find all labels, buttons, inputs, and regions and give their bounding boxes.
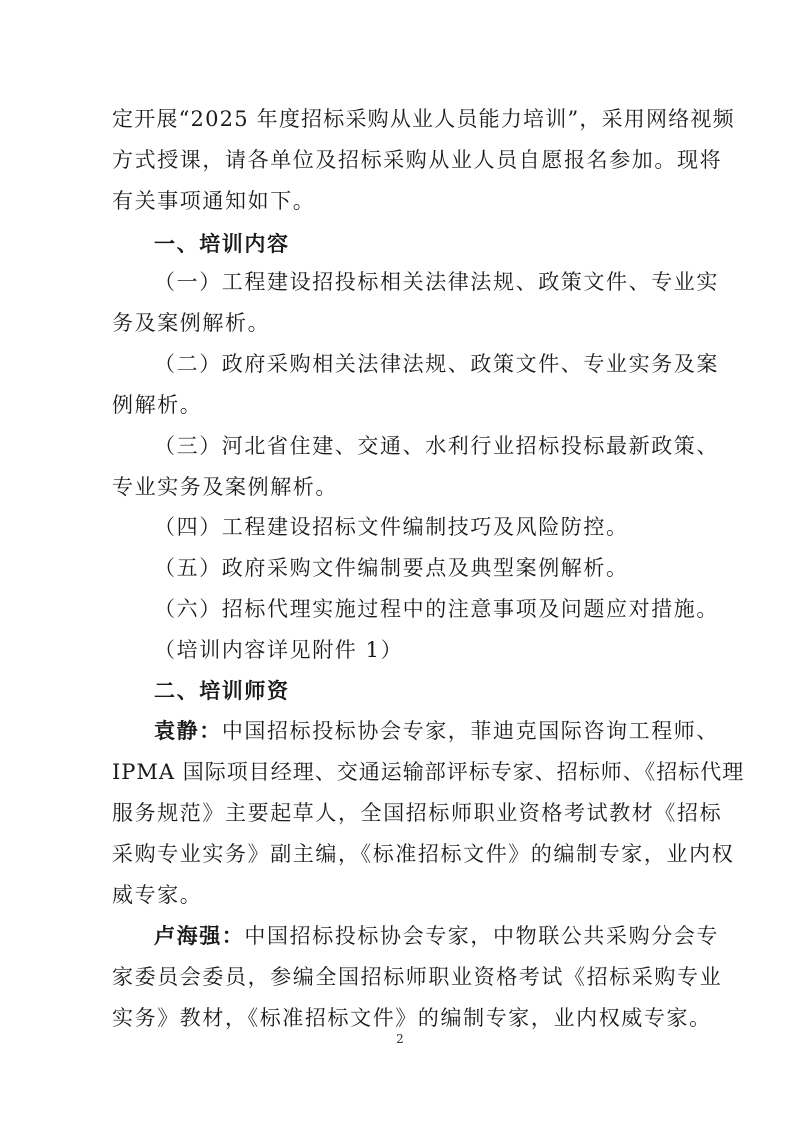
body-line: 定开展“2025 年度招标采购从业人员能力培训”，采用网络视频 — [112, 107, 735, 131]
body-line: 采购专业实务》副主编，《标准招标文件》的编制专家，业内权 — [112, 842, 735, 866]
body-line: 方式授课，请各单位及招标采购从业人员自愿报名参加。现将 — [112, 148, 723, 172]
body-line: （四）工程建设招标文件编制技巧及风险防控。 — [154, 515, 629, 539]
body-line: （二）政府采购相关法律法规、政策文件、专业实务及案 — [154, 352, 719, 376]
body-line: 专业实务及案例解析。 — [112, 475, 338, 499]
body-line: 例解析。 — [112, 393, 203, 417]
expert-text: 中国招标投标协会专家，中物联公共采购分会专 — [244, 924, 720, 948]
body-line: （六）招标代理实施过程中的注意事项及问题应对措施。 — [154, 597, 719, 621]
body-line: 家委员会委员，参编全国招标师职业资格考试《招标采购专业 — [112, 965, 723, 989]
body-line — [154, 921, 720, 951]
body-line: 有关事项通知如下。 — [112, 189, 316, 213]
expert-name: 卢海强： — [154, 923, 245, 948]
body-line: （五）政府采购文件编制要点及典型案例解析。 — [154, 556, 629, 580]
body-line: （培训内容详见附件 1） — [154, 638, 404, 662]
section-heading: 一、培训内容 — [154, 231, 290, 256]
body-line: 威专家。 — [112, 883, 203, 907]
body-line: IPMA 国际项目经理、交通运输部评标专家、招标师、《招标代理 — [112, 760, 745, 784]
body-line: 实务》教材，《标准招标文件》的编制专家，业内权威专家。 — [112, 1006, 712, 1030]
section-heading: 二、培训师资 — [154, 678, 290, 703]
body-line: （三）河北省住建、交通、水利行业招标投标最新政策、 — [154, 434, 719, 458]
expert-name: 袁静： — [154, 718, 222, 743]
expert-text: 中国招标投标协会专家，菲迪克国际咨询工程师、 — [221, 719, 720, 743]
body-line: 服务规范》主要起草人，全国招标师职业资格考试教材《招标 — [112, 801, 723, 825]
body-line: （一）工程建设招投标相关法律法规、政策文件、专业实 — [154, 270, 719, 294]
page-number: 2 — [396, 1032, 404, 1046]
body-line — [154, 716, 720, 746]
body-line: 务及案例解析。 — [112, 311, 271, 335]
